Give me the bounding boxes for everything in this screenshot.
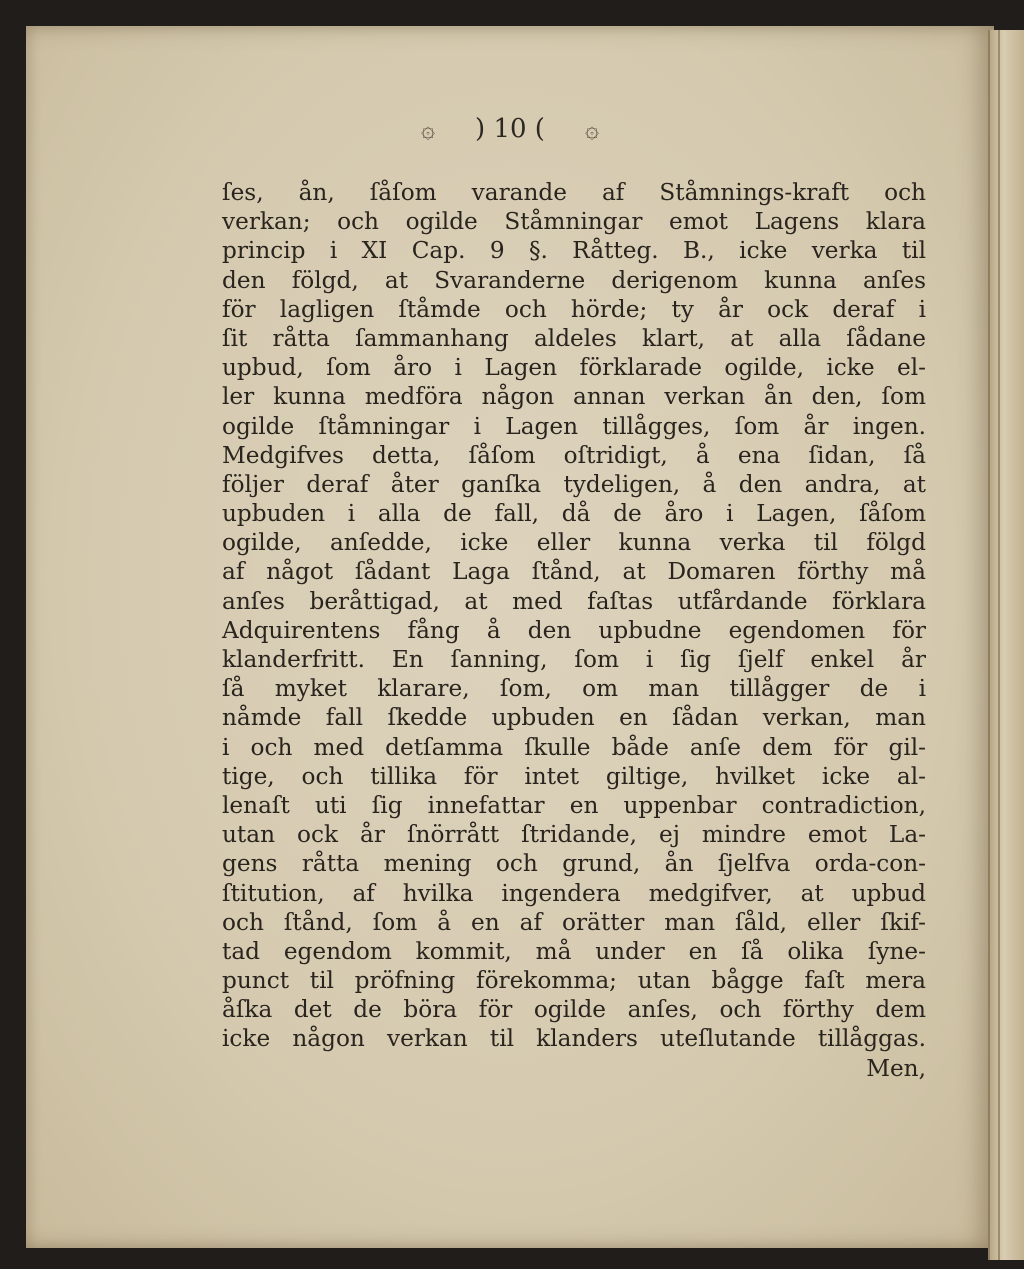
text-line: nåmde fall ſkedde upbuden en ſådan verkan, man bbox=[222, 704, 926, 732]
running-header bbox=[26, 114, 994, 144]
text-line: i och med detſamma ſkulle både anſe dem för gil- bbox=[222, 733, 926, 761]
text-line: anſes beråttigad, at med faſtas utfårdande förklara bbox=[222, 587, 926, 615]
text-line: ſes, ån, ſåſom varande af Ståmnings-kraft och bbox=[222, 179, 926, 206]
text-line: åſka det de böra för ogilde anſes, och förthy dem bbox=[222, 996, 926, 1024]
text-line: ſå myket klarare, ſom, om man tillågger de i bbox=[222, 675, 926, 703]
text-line: ogilde ſtåmningar i Lagen tillågges, ſom år ingen. bbox=[222, 412, 926, 440]
facing-page-edge bbox=[988, 30, 1024, 1260]
text-line: upbuden i alla de fall, då de åro i Lagen, ſåſom bbox=[222, 500, 926, 528]
text-line: upbud, ſom åro i Lagen förklarade ogilde, icke el- bbox=[222, 354, 926, 382]
text-line: klanderfritt. En ſanning, ſom i ſig ſjelf enkel år bbox=[222, 646, 926, 673]
right-ornament-icon: ۞ bbox=[584, 115, 600, 143]
text-line: punct til pröfning förekomma; utan bågge faſt mera bbox=[222, 967, 926, 995]
text-line: utan ock år ſnörrått ſtridande, ej mindre emot La- bbox=[222, 821, 926, 849]
text-line: för lagligen ſtåmde och hörde; ty år ock deraf i bbox=[222, 295, 926, 323]
text-line: icke någon verkan til klanders uteſlutande tillåggas. bbox=[222, 1025, 926, 1053]
text-line: ſtitution, af hvilka ingendera medgifver, at upbud bbox=[222, 879, 926, 907]
text-line: princip i XI Cap. 9 §. Råtteg. B., icke verka til bbox=[222, 237, 926, 265]
text-line: och ſtånd, ſom å en af orätter man ſåld, eller ſkif- bbox=[222, 908, 926, 936]
text-line: ogilde, anſedde, icke eller kunna verka til fölgd bbox=[222, 529, 926, 557]
text-line: tad egendom kommit, må under en ſå olika ſyne- bbox=[222, 937, 926, 965]
text-line: den fölgd, at Svaranderne derigenom kunna anſes bbox=[222, 266, 926, 294]
book-page bbox=[26, 26, 994, 1248]
text-line: ler kunna medföra någon annan verkan ån den, ſom bbox=[222, 383, 926, 411]
text-line: Medgifves detta, ſåſom oſtridigt, å ena ſidan, ſå bbox=[222, 441, 926, 469]
text-line: verkan; och ogilde Ståmningar emot Lagens klara bbox=[222, 208, 926, 236]
text-line: ſit råtta ſammanhang aldeles klart, at alla ſådane bbox=[222, 324, 926, 352]
text-line: gens råtta mening och grund, ån ſjelfva orda-con- bbox=[222, 850, 926, 878]
text-line: följer deraf åter ganſka tydeligen, å den andra, at bbox=[222, 470, 926, 498]
catchword: Men, bbox=[866, 1054, 926, 1082]
page-number: ) 10 ( bbox=[475, 114, 545, 144]
text-line: tige, och tillika för intet giltige, hvilket icke al- bbox=[222, 762, 926, 790]
body-text bbox=[222, 178, 926, 1083]
left-ornament-icon: ۞ bbox=[420, 115, 436, 143]
text-line: Adquirentens fång å den upbudne egendomen för bbox=[222, 616, 926, 644]
text-line: lenaſt uti ſig innefattar en uppenbar contradiction, bbox=[222, 791, 926, 819]
text-line: af något ſådant Laga ſtånd, at Domaren förthy må bbox=[222, 558, 926, 586]
